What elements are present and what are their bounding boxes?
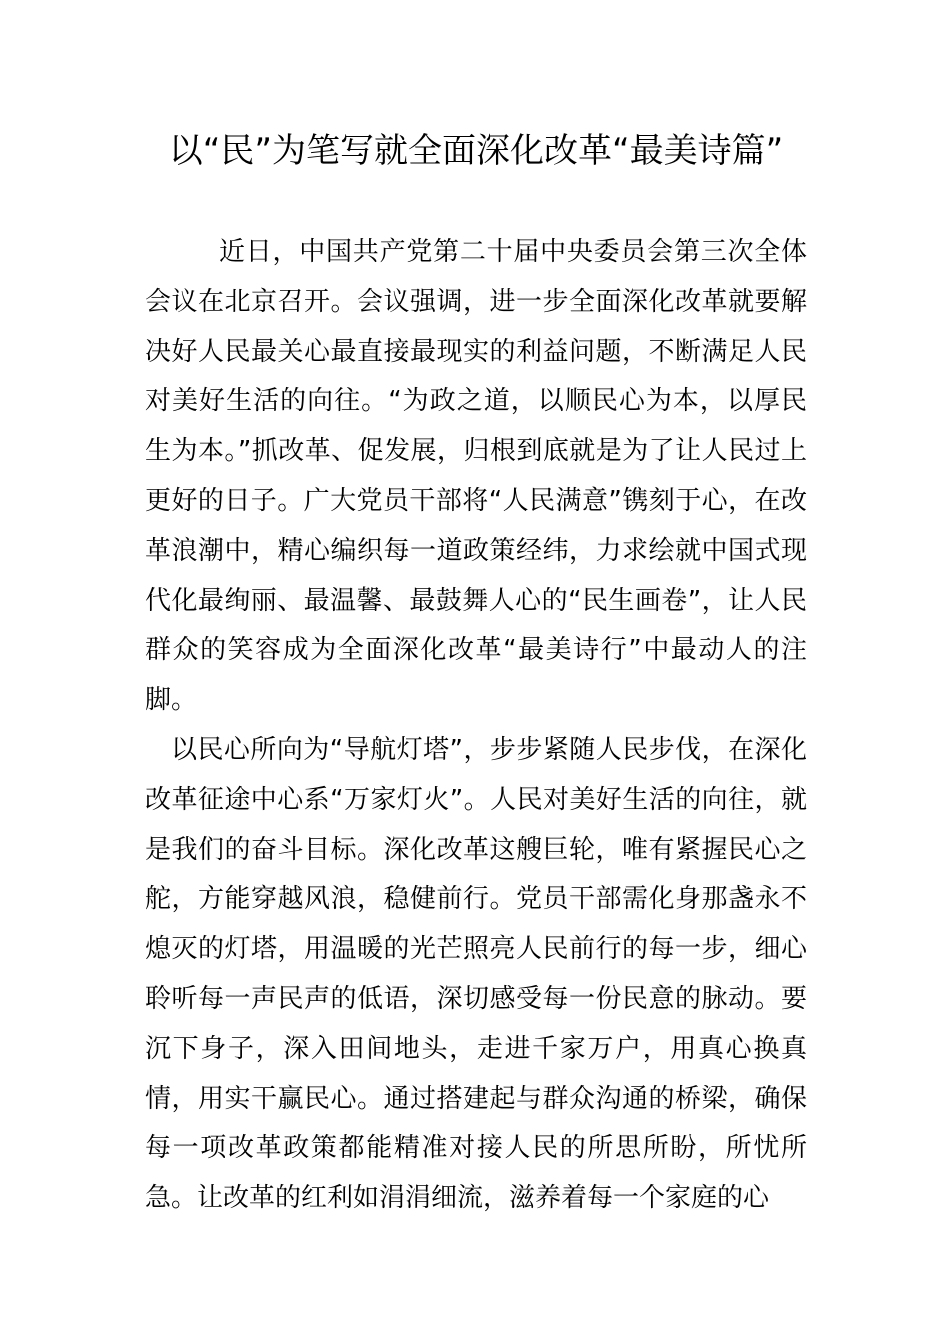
- paragraph-2: 以民心所向为“导航灯塔”，步步紧随人民步伐，在深化改革征途中心系“万家灯火”。人民对美好生活的向往，就是我们的奋斗目标。深化改革这艘巨轮，唯有紧握民心之舵，方能穿越风浪，稳健前行。党员干部需化身那盏永不熄灭的灯塔，用温暖的光芒照亮人民前行的每一步，细心聆听每一声民声的低语，深切感受每一份民意的脉动。要沉下身子，深入田间地头，走进千家万户，用真心换真情，用实干赢民心。通过搭建起与群众沟通的桥梁，确保每一项改革政策都能精准对接人民的所思所盼，所忧所急。让改革的红利如涓涓细流，滋养着每一个家庭的心: [145, 734, 807, 1214]
- document-body: [145, 228, 807, 1224]
- document-title: 以“民”为笔写就全面深化改革“最美诗篇”: [168, 131, 784, 171]
- paragraph-1: 近日，中国共产党第二十届中央委员会第三次全体会议在北京召开。会议强调，进一步全面深化改革就要解决好人民最关心最直接最现实的利益问题，不断满足人民对美好生活的向往。“为政之道，以顺民心为本，以厚民生为本。”抓改革、促发展，归根到底就是为了让人民过上更好的日子。广大党员干部将“人民满意”镌刻于心，在改革浪潮中，精心编织每一道政策经纬，力求绘就中国式现代化最绚丽、最温馨、最鼓舞人心的“民生画卷”，让人民群众的笑容成为全面深化改革“最美诗行”中最动人的注脚。: [145, 237, 807, 716]
